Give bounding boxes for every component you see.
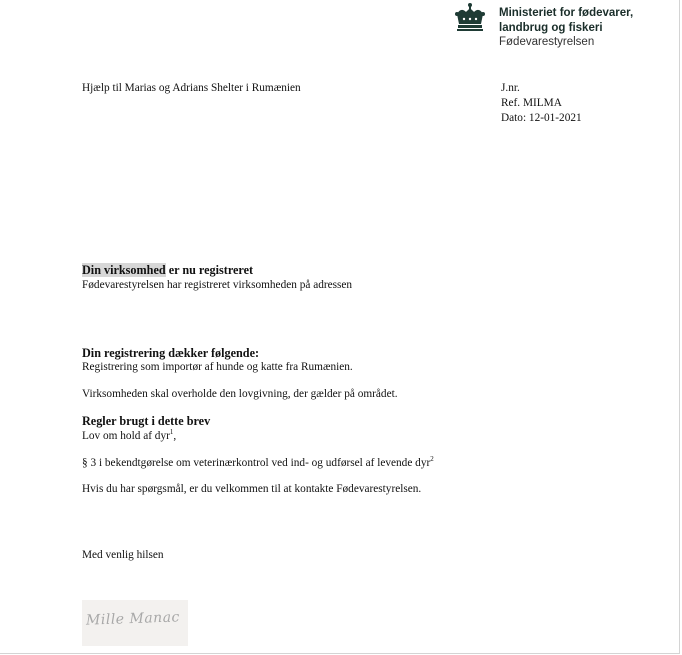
footnote-ref-2[interactable]: 2 — [430, 455, 434, 464]
highlighted-text: Din virksomhed — [82, 263, 166, 277]
coverage-heading: Din registrering dækker følgende: — [82, 346, 260, 360]
rule-2-text: § 3 i bekendtgørelse om veterinærkontrol ved ind- og udførsel af levende dyr — [82, 457, 431, 469]
logo-line-3: Fødevarestyrelsen — [499, 36, 595, 48]
rules-heading: Regler brugt i dette brev — [82, 414, 211, 428]
signature-scribble: Mille Manac — [85, 609, 181, 629]
registered-address-line: Fødevarestyrelsen har registreret virksomheden på adressen — [82, 279, 353, 291]
reference: Ref. MILMA — [501, 97, 562, 109]
rule-1 — [82, 430, 176, 442]
crown-icon — [452, 2, 488, 32]
journal-number: J.nr. — [501, 82, 520, 94]
letter-subject: Hjælp til Marias og Adrians Shelter i Rumænien — [82, 82, 301, 94]
contact-line: Hvis du har spørgsmål, er du velkommen til at kontakte Fødevarestyrelsen. — [82, 483, 422, 495]
rule-2 — [82, 457, 434, 469]
rule-1-comma: , — [173, 430, 177, 442]
rule-1-text: Lov om hold af dyr — [82, 430, 170, 442]
logo-line-1: Ministeriet for fødevarer, — [499, 7, 634, 19]
signature-image — [82, 600, 188, 646]
closing-greeting: Med venlig hilsen — [82, 549, 164, 561]
compliance-line: Virksomheden skal overholde den lovgivning, der gælder på området. — [82, 388, 398, 400]
heading-rest: er nu registreret — [165, 263, 254, 277]
coverage-line: Registrering som importør af hunde og katte fra Rumænien. — [82, 361, 353, 373]
letter-date: Dato: 12-01-2021 — [501, 112, 582, 124]
logo-line-2: landbrug og fiskeri — [499, 21, 603, 34]
footnote-ref-1[interactable]: 1 — [169, 428, 174, 437]
registration-heading — [82, 263, 253, 278]
